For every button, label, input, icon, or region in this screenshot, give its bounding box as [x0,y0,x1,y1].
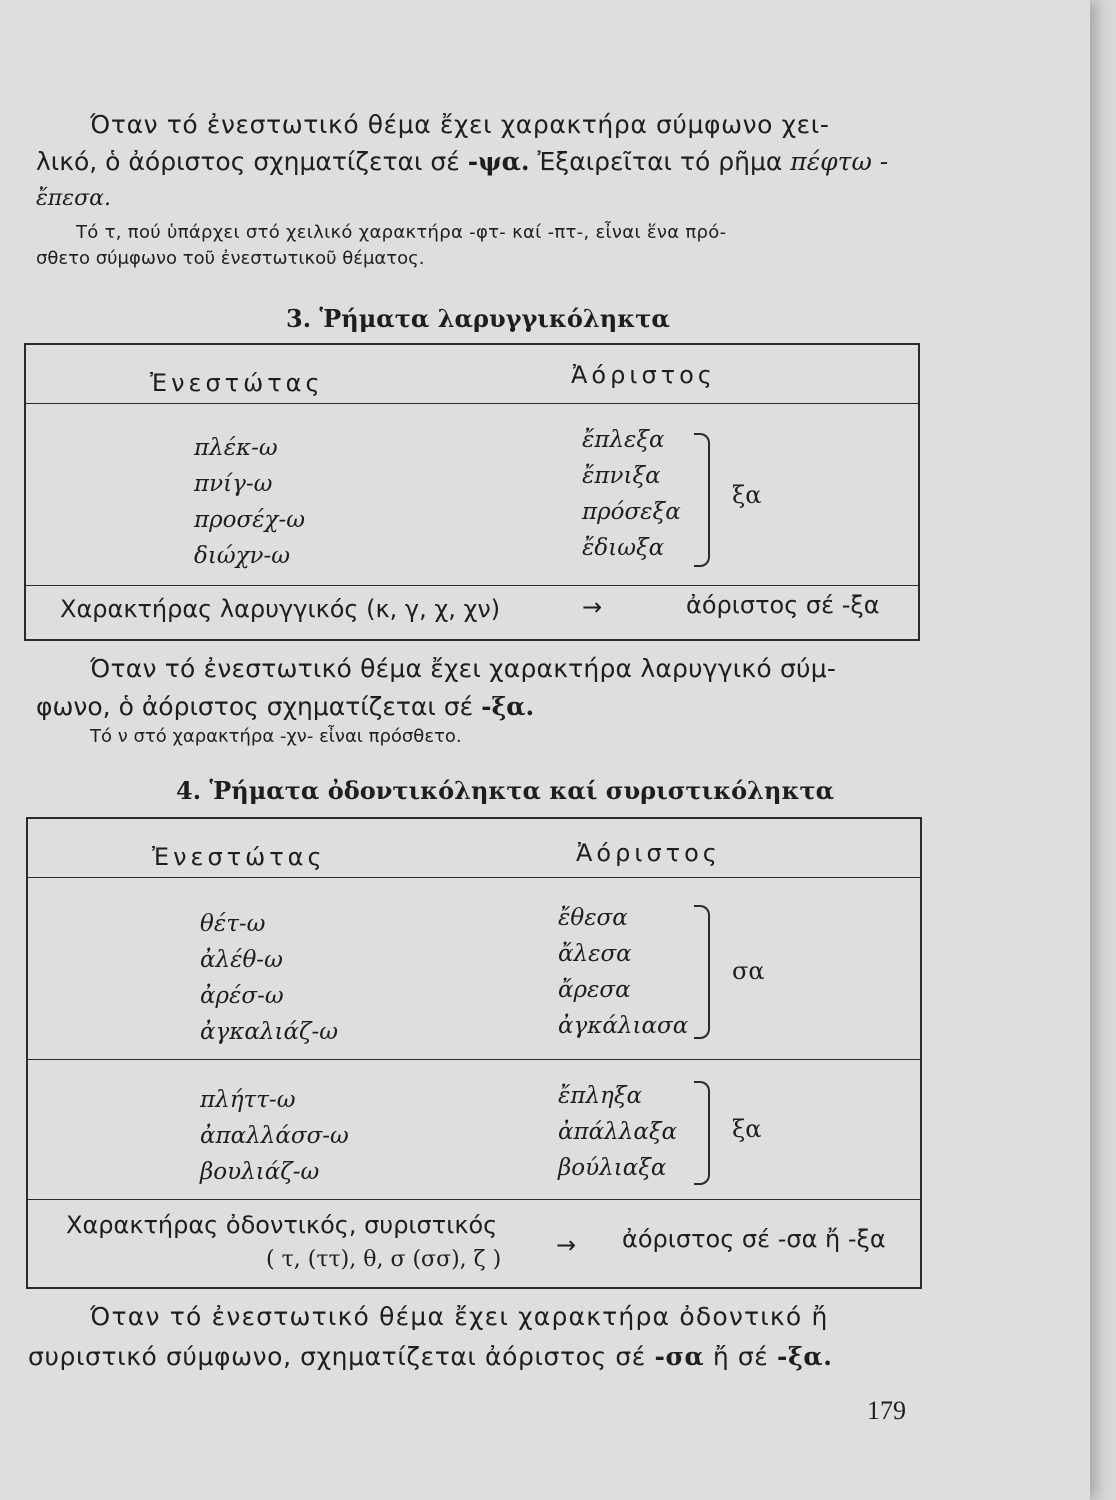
table3-footer-arrow: → [582,593,603,621]
table4-group-divider [28,1059,920,1060]
table3-aorist-3: ἔδιωξα [582,535,665,561]
intro-verb-pefto: πέφτω - [790,147,889,176]
table-laryngeal [24,343,920,641]
table3-header-aorist: Ἀόριστος [571,361,716,389]
table4-footer-right: ἀόριστος σέ -σα ἤ -ξα [622,1225,886,1253]
table4-g2-ending: ξα [732,1115,762,1143]
mid-note: Τό ν στό χαρακτήρα -χν- εἶναι πρόσθετο. [90,726,462,747]
table4-g2-present-1: ἀπαλλάσσ-ω [200,1123,349,1149]
table4-g1-brace [694,905,710,1039]
table-dental-sibilant [26,817,922,1289]
intro-line-3: ἔπεσα. [36,186,111,211]
table4-g1-aorist-2: ἄρεσα [558,977,631,1003]
intro-line-2-c: Ἐξαιρεῖται τό ρῆμα [529,147,791,176]
table4-g2-present-0: πλήττ-ω [200,1087,296,1113]
section-4-heading: 4. Ῥήματα ὀδοντικόληκτα καί συριστικόληκτα [176,776,835,805]
table4-footer-divider [28,1199,920,1200]
section-3-heading: 3. Ῥήματα λαρυγγικόληκτα [286,304,670,333]
table3-present-2: προσέχ-ω [194,507,305,533]
intro-line-2-a: λικό, ὁ ἀόριστος σχηματίζεται σέ [36,147,468,176]
table4-g1-present-3: ἀγκαλιάζ-ω [200,1019,339,1045]
intro-note-2: σθετο σύμφωνο τοῦ ἐνεστωτικοῦ θέματος. [36,248,425,269]
table4-g1-present-0: θέτ-ω [200,911,266,937]
table3-aorist-2: πρόσεξα [582,499,681,525]
table4-header-present: Ἐνεστώτας [152,843,326,871]
table4-footer-left-1: Χαρακτήρας ὀδοντικός, συριστικός [66,1211,498,1239]
outro-line-2-c: ἤ σέ [704,1342,777,1371]
intro-note-1: Τό τ, πού ὑπάρχει στό χειλικό χαρακτήρα -φτ- καί -πτ-, εἶναι ἕνα πρό- [76,222,727,243]
table4-g1-present-1: ἀλέθ-ω [200,947,283,973]
mid-suffix-ksa: -ξα. [481,692,535,721]
mid-line-2-a: φωνο, ὁ ἀόριστος σχηματίζεται σέ [36,692,482,721]
table3-ending: ξα [732,481,762,509]
table4-g1-present-2: ἀρέσ-ω [200,983,284,1009]
intro-line-1-text: Όταν τό ἐνεστωτικό θέμα ἔχει χαρακτήρα σύμφωνο χει- [90,110,830,139]
mid-line-1: Όταν τό ἐνεστωτικό θέμα ἔχει χαρακτήρα λαρυγγικό σύμ- [90,654,837,683]
table4-g2-aorist-1: ἀπάλλαξα [558,1119,678,1145]
table3-footer-right: ἀόριστος σέ -ξα [686,591,880,619]
table3-present-0: πλέκ-ω [194,435,278,461]
outro-line-1: Όταν τό ἐνεστωτικό θέμα ἔχει χαρακτήρα ὀδοντικό ἤ [90,1302,829,1331]
table4-g1-aorist-1: ἄλεσα [558,941,632,967]
table4-header-divider [28,877,920,878]
outro-line-2-a: συριστικό σύμφωνο, σχηματίζεται ἀόριστος σέ [28,1342,655,1371]
table4-g1-ending: σα [732,957,765,985]
table4-g2-aorist-0: ἔπληξα [558,1083,643,1109]
outro-line-2 [28,1338,833,1375]
intro-line-2 [36,143,888,180]
table4-g1-aorist-0: ἔθεσα [558,905,628,931]
outro-suffix-ksa: -ξα. [776,1342,833,1371]
page-number: 179 [867,1396,906,1425]
table3-header-present: Ἐνεστώτας [150,369,324,397]
table3-present-3: διώχν-ω [194,543,291,569]
table4-footer-arrow: → [556,1231,577,1259]
intro-line-1 [90,106,829,143]
table4-g2-present-2: βουλιάζ-ω [200,1159,320,1185]
table3-brace [694,433,710,567]
table4-g1-aorist-3: ἀγκάλιασα [558,1013,689,1039]
table3-present-1: πνίγ-ω [194,471,273,497]
intro-suffix-psa: -ψα. [467,147,530,176]
table3-header-divider [26,403,918,404]
table3-aorist-1: ἔπνιξα [582,463,661,489]
mid-line-2 [36,688,534,725]
table3-footer-divider [26,585,918,586]
table4-g2-aorist-2: βούλιαξα [558,1155,667,1181]
table4-header-aorist: Ἀόριστος [576,839,721,867]
table4-footer-left-2: ( τ, (ττ), θ, σ (σσ), ζ ) [266,1247,502,1272]
table3-footer-left: Χαρακτήρας λαρυγγικός (κ, γ, χ, χν) [60,595,501,623]
outro-suffix-sa: -σα [654,1342,705,1371]
table4-g2-brace [694,1081,710,1185]
table3-aorist-0: ἔπλεξα [582,427,665,453]
